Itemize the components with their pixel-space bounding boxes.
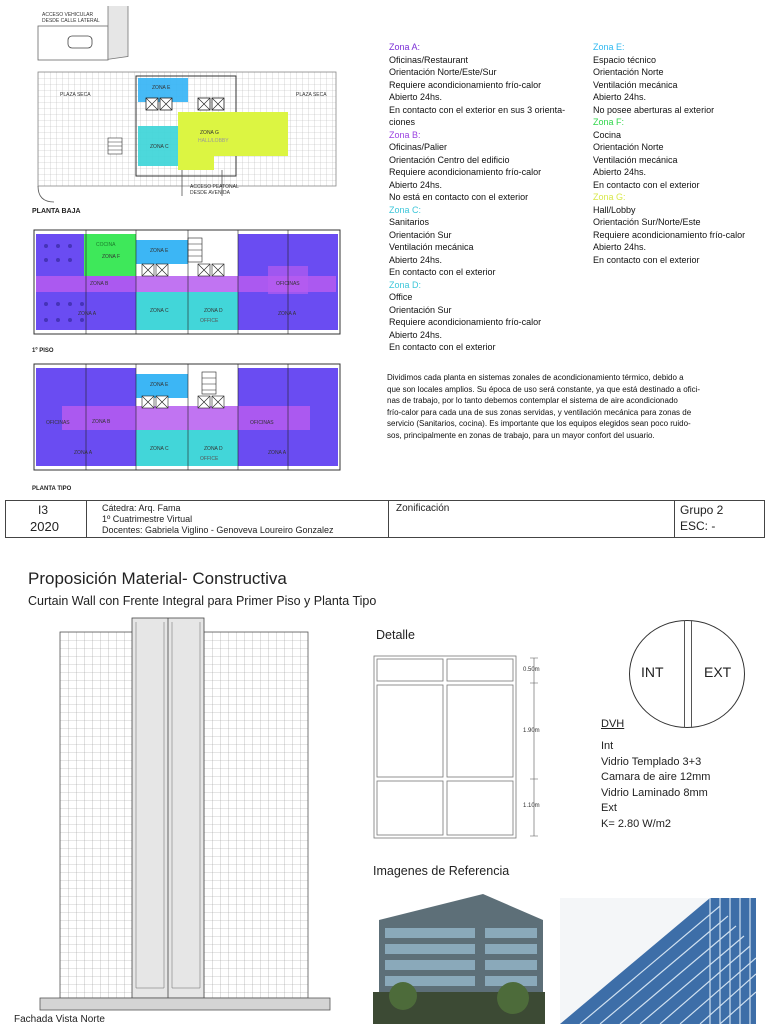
plaza-seca-left-label: PLAZA SECA xyxy=(60,92,91,98)
docentes-label: Docentes: Gabriela Viglino - Genoveva Loureiro Gonzalez xyxy=(102,525,334,535)
p1-office-label: OFFICE xyxy=(200,318,219,324)
acceso-peatonal-label: ACCESO PEATONAL DESDE AVENIDA xyxy=(190,184,239,196)
zone-a-line: ciones xyxy=(389,117,416,127)
zone-f-block xyxy=(593,116,765,191)
zone-a-line: Oficinas/Restaurant xyxy=(389,54,469,65)
zone-d-line: Abierto 24hs. xyxy=(389,329,443,340)
zone-c-line: Abierto 24hs. xyxy=(389,254,443,265)
reference-image-building xyxy=(373,892,545,1024)
pt-zona-c-label: ZONA C xyxy=(150,446,169,452)
dvh-spec-line: K= 2.80 W/m2 xyxy=(601,817,672,830)
scale-label: ESC: - xyxy=(680,519,716,533)
zone-a-line: Requiere acondicionamiento frío-calor xyxy=(389,79,542,90)
zone-f-title: Zona F: xyxy=(593,117,625,127)
planta-tipo-title: PLANTA TIPO xyxy=(32,486,72,492)
course-code: I3 xyxy=(38,503,49,517)
plan-primer-piso xyxy=(32,226,344,358)
int-label: INT xyxy=(641,664,664,680)
zone-e-block xyxy=(593,41,765,116)
zone-c-line: Sanitarios xyxy=(389,217,430,227)
planta-baja-title: PLANTA BAJA xyxy=(32,208,81,215)
zone-c-line: Ventilación mecánica xyxy=(389,242,474,252)
pt-zona-a-left-label: ZONA A xyxy=(74,450,93,456)
paragraph-line: nas de trabajo, por lo tanto debemos contemplar el sistema de aire acondicionado xyxy=(387,396,678,405)
title-block xyxy=(5,500,765,538)
section-subtitle: Curtain Wall con Frente Integral para Primer Piso y Planta Tipo xyxy=(28,594,377,608)
zone-f-line: Orientación Norte xyxy=(593,142,664,152)
zone-d-block xyxy=(389,279,589,354)
pt-zona-e-label: ZONA E xyxy=(150,382,169,388)
zones-right-column xyxy=(593,41,765,266)
pt-zona-d-label: ZONA D xyxy=(204,446,223,452)
zone-b-block xyxy=(389,129,589,204)
pb-zona-c-label: ZONA C xyxy=(150,144,169,150)
catedra-label: Cátedra: Arq. Fama xyxy=(102,503,181,513)
zoning-explanation xyxy=(387,372,757,441)
pb-zona-g-label: ZONA G xyxy=(200,130,219,136)
planta-tipo-drawing xyxy=(32,362,344,476)
zone-c-title: Zona C: xyxy=(389,204,422,215)
p1-zona-a-right-label: ZONA A xyxy=(278,311,297,317)
dvh-specs xyxy=(601,739,710,832)
paragraph-line: frío-calor para cada una de sus zonas servidas, y ventilación mecánica para zonas de xyxy=(387,407,692,417)
dvh-spec-line: Camara de aire 12mm xyxy=(601,771,711,783)
zone-a-title: Zona A: xyxy=(389,42,421,52)
pt-office-label: OFFICE xyxy=(200,456,219,462)
zone-d-line: En contacto con el exterior xyxy=(389,342,496,352)
section-title: Proposición Material- Constructiva xyxy=(28,569,287,588)
group-label: Grupo 2 xyxy=(680,503,724,517)
facade-drawing xyxy=(20,616,340,1016)
p1-zona-f-label: ZONA F xyxy=(102,254,121,260)
zone-d-line: Orientación Sur xyxy=(389,304,452,315)
reference-image-curtain-wall xyxy=(560,898,756,1024)
zone-b-line: Orientación Centro del edificio xyxy=(389,154,510,165)
paragraph-line: servicio (Sanitarios, cocina). Es importante que los equipos elegidos sean poco ruido- xyxy=(387,419,691,428)
acceso-vehicular-label: ACCESO VEHICULAR DESDE CALLE LATERAL xyxy=(42,12,100,24)
zone-c-line: En contacto con el exterior xyxy=(389,267,496,277)
p1-zona-a-left-label: ZONA A xyxy=(78,311,97,317)
pt-zona-a-right-label: ZONA A xyxy=(268,450,287,456)
zone-c-line: Orientación Sur xyxy=(389,229,452,240)
primer-piso-title: 1º PISO xyxy=(32,348,54,354)
glass-pane-lines xyxy=(684,620,692,728)
zone-b-line: Oficinas/Palier xyxy=(389,142,448,152)
facade-label: Fachada Vista Norte xyxy=(14,1014,105,1024)
p1-zona-e-label: ZONA E xyxy=(150,248,169,254)
zone-a-line: Abierto 24hs. xyxy=(389,92,443,102)
zone-f-line: Abierto 24hs. xyxy=(593,167,647,177)
pt-oficinas-right-label: OFICINAS xyxy=(250,420,274,426)
zone-a-line: Orientación Norte/Este/Sur xyxy=(389,67,497,77)
dvh-spec-line: Vidrio Templado 3+3 xyxy=(601,755,702,768)
dvh-title: DVH xyxy=(601,718,625,730)
cuatrimestre-label: 1º Cuatrimestre Virtual xyxy=(102,514,193,524)
dvh-spec-line: Int xyxy=(601,740,614,752)
zone-b-line: Abierto 24hs. xyxy=(389,179,443,190)
zone-a-line: En contacto con el exterior en sus 3 orienta- xyxy=(389,104,566,115)
zone-g-line: Hall/Lobby xyxy=(593,204,636,215)
zone-e-line: Orientación Norte xyxy=(593,67,664,77)
zone-e-line: No posee aberturas al exterior xyxy=(593,104,715,115)
zone-d-line: Requiere acondicionamiento frío-calor xyxy=(389,317,542,327)
pt-zona-b-label: ZONA B xyxy=(92,419,111,425)
zone-f-line: Cocina xyxy=(593,129,622,140)
p1-cocina-label: COCINA xyxy=(96,242,116,248)
pt-oficinas-left-label: OFICINAS xyxy=(46,420,70,426)
zone-g-line: En contacto con el exterior xyxy=(593,254,700,265)
sheet-subject: Zonificación xyxy=(396,503,450,514)
dim-label: 1.10m xyxy=(523,803,540,809)
p1-zona-b-label: ZONA B xyxy=(90,281,109,287)
paragraph-line: sos, principalmente en zonas de trabajo, para un mayor confort del usuario. xyxy=(387,430,655,440)
zone-b-line: Requiere acondicionamiento frío-calor xyxy=(389,167,542,177)
planta-baja-drawing xyxy=(32,6,344,218)
zone-e-line: Ventilación mecánica xyxy=(593,79,678,90)
detalle-title: Detalle xyxy=(376,628,415,642)
plan-planta-tipo xyxy=(32,362,344,496)
ext-label: EXT xyxy=(704,664,732,680)
dvh-spec-line: Ext xyxy=(601,802,617,814)
p1-zona-d-label: ZONA D xyxy=(204,308,223,314)
zone-g-line: Abierto 24hs. xyxy=(593,242,647,252)
pb-hall-lobby-label: HALL/LOBBY xyxy=(198,138,229,144)
zone-c-block xyxy=(389,204,589,279)
plaza-seca-right-label: PLAZA SECA xyxy=(296,92,327,98)
primer-piso-drawing xyxy=(32,226,344,348)
zone-b-line: No está en contacto con el exterior xyxy=(389,192,529,202)
dvh-spec-line: Vidrio Laminado 8mm xyxy=(601,786,708,799)
zone-g-line: Orientación Sur/Norte/Este xyxy=(593,217,701,227)
zone-e-line: Abierto 24hs. xyxy=(593,92,647,102)
zone-d-line: Office xyxy=(389,292,413,302)
course-year: 2020 xyxy=(30,519,59,534)
zone-f-line: En contacto con el exterior xyxy=(593,179,700,190)
zone-g-block xyxy=(593,191,765,266)
paragraph-line: Dividimos cada planta en sistemas zonales de acondicionamiento térmico, debido a xyxy=(387,373,684,382)
dim-label: 1.90m xyxy=(523,728,540,734)
plan-planta-baja xyxy=(32,6,344,218)
zone-g-title: Zona G: xyxy=(593,192,626,202)
zone-e-line: Espacio técnico xyxy=(593,54,657,65)
zone-d-title: Zona D: xyxy=(389,279,422,290)
zones-left-column xyxy=(389,41,589,354)
pb-zona-e-label: ZONA E xyxy=(152,85,171,91)
p1-oficinas-label: OFICINAS xyxy=(276,281,300,287)
zone-b-title: Zona B: xyxy=(389,129,421,140)
paragraph-line: que son locales amplios. Su época de uso será constante, ya que está destinado a ofici- xyxy=(387,384,701,394)
zone-e-title: Zona E: xyxy=(593,42,625,52)
zone-g-line: Requiere acondicionamiento frío-calor xyxy=(593,229,746,240)
zone-f-line: Ventilación mecánica xyxy=(593,154,678,165)
p1-zona-c-label: ZONA C xyxy=(150,308,169,314)
zone-a-block xyxy=(389,41,589,129)
detalle-window-drawing xyxy=(370,652,560,842)
dim-label: 0.50m xyxy=(523,667,540,673)
reference-images-title: Imagenes de Referencia xyxy=(373,864,510,878)
